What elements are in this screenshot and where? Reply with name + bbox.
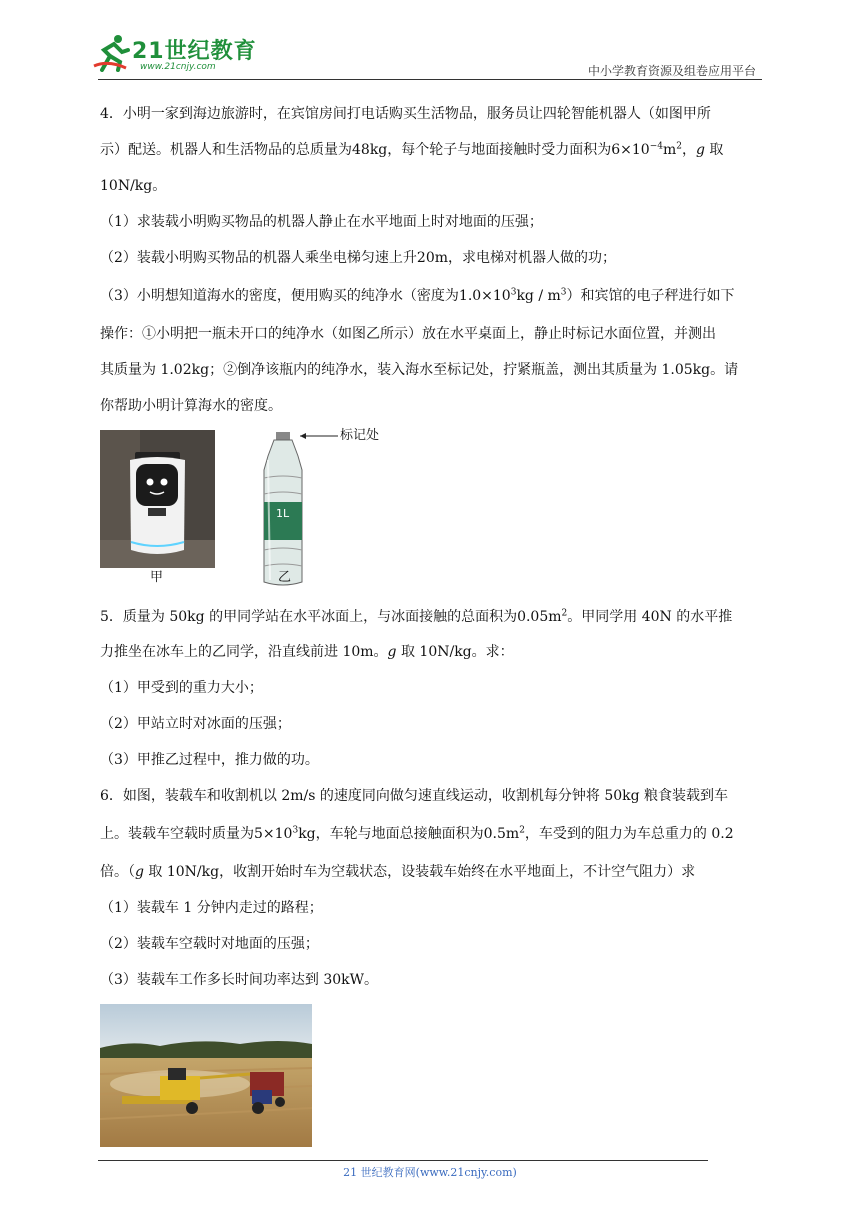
q5-sub2: （2）甲站立时对冰面的压强； [100,716,291,732]
harvester-photo [100,1004,312,1147]
footer-divider [98,1160,708,1161]
q4-sub3-line4: 你帮助小明计算海水的密度。 [100,398,282,414]
q6-line1: 6．如图，装载车和收割机以 2m/s 的速度同向做匀速直线运动，收割机每分钟将 50kg 粮食装载到车 [100,788,729,804]
q6-sub1: （1）装载车 1 分钟内走过的路程； [100,900,323,916]
site-logo [92,32,262,80]
q4-sub2: （2）装载小明购买物品的机器人乘坐电梯匀速上升20m，求电梯对机器人做的功； [100,250,616,266]
water-bottle-figure [258,430,308,590]
header-divider [98,79,762,80]
runner-logo-icon [92,32,132,72]
q5-line2: 力推坐在冰车上的乙同学，沿直线前进 10m。g 取 10N/kg。求： [100,644,514,660]
q4-sub3: （3）小明想知道海水的密度，便用购买的纯净水（密度为$1.0\times 10^3kg / m^3$）和宾馆的电子秤进行如下 [100,287,735,304]
q5-sub1: （1）甲受到的重力大小； [100,680,263,696]
q6-sub2: （2）装载车空载时对地面的压强； [100,936,319,952]
q4-sub3-line2: 操作：①小明把一瓶未开口的纯净水（如图乙所示）放在水平桌面上，静止时标记水面位置，并测出 [100,326,716,342]
q5-line1: 5．质量为 50kg 的甲同学站在水平冰面上，与冰面接触的总面积为$0.05m^2$。甲同学用 40N 的水平推 [100,608,733,625]
q4-sub3-line3: 其质量为 1.02kg；②倒净该瓶内的纯净水，装入海水至标记处，拧紧瓶盖，测出其质量为 1.05kg。请 [100,362,739,378]
q4-sub1: （1）求装载小明购买物品的机器人静止在水平地面上时对地面的压强； [100,214,543,230]
q4-figures [100,430,764,600]
footer-text: 21 世纪教育网(www.21cnjy.com) [343,1166,517,1179]
logo-text: 21世纪教育 [132,39,257,64]
mark-label: 标记处 [340,428,380,443]
q4-line3: 10N/kg。 [100,178,167,194]
q4-line1: 4．小明一家到海边旅游时，在宾馆房间打电话购买生活物品，服务员让四轮智能机器人（如图甲所 [100,106,711,122]
platform-name: 中小学教育资源及组卷应用平台 [587,64,756,78]
q6-line2: 上。装载车空载时质量为$5\times 10^3kg$，车轮与地面总接触面积为$0.5m^2$，车受到的阻力为车总重力的 0.2 [100,825,734,842]
robot-photo [100,430,215,568]
page-header [0,0,860,90]
question-content [100,96,764,1147]
q4-line2: 示）配送。机器人和生活物品的总质量为48kg，每个轮子与地面接触时受力面积为$6\times 10^{-4}m^2$，g 取 [100,141,724,158]
figure-label-b: 乙 [278,570,292,585]
bottle-label: 1L [276,507,290,520]
q6-line3: 倍。（g 取 10N/kg，收割开始时车为空载状态，设装载车始终在水平地面上，不计空气阻力）求 [100,864,696,880]
q5-sub3: （3）甲推乙过程中，推力做的功。 [100,752,319,768]
figure-label-a: 甲 [150,570,164,585]
q6-sub3: （3）装载车工作多长时间功率达到 30kW。 [100,972,379,988]
logo-url: www.21cnjy.com [140,62,216,72]
